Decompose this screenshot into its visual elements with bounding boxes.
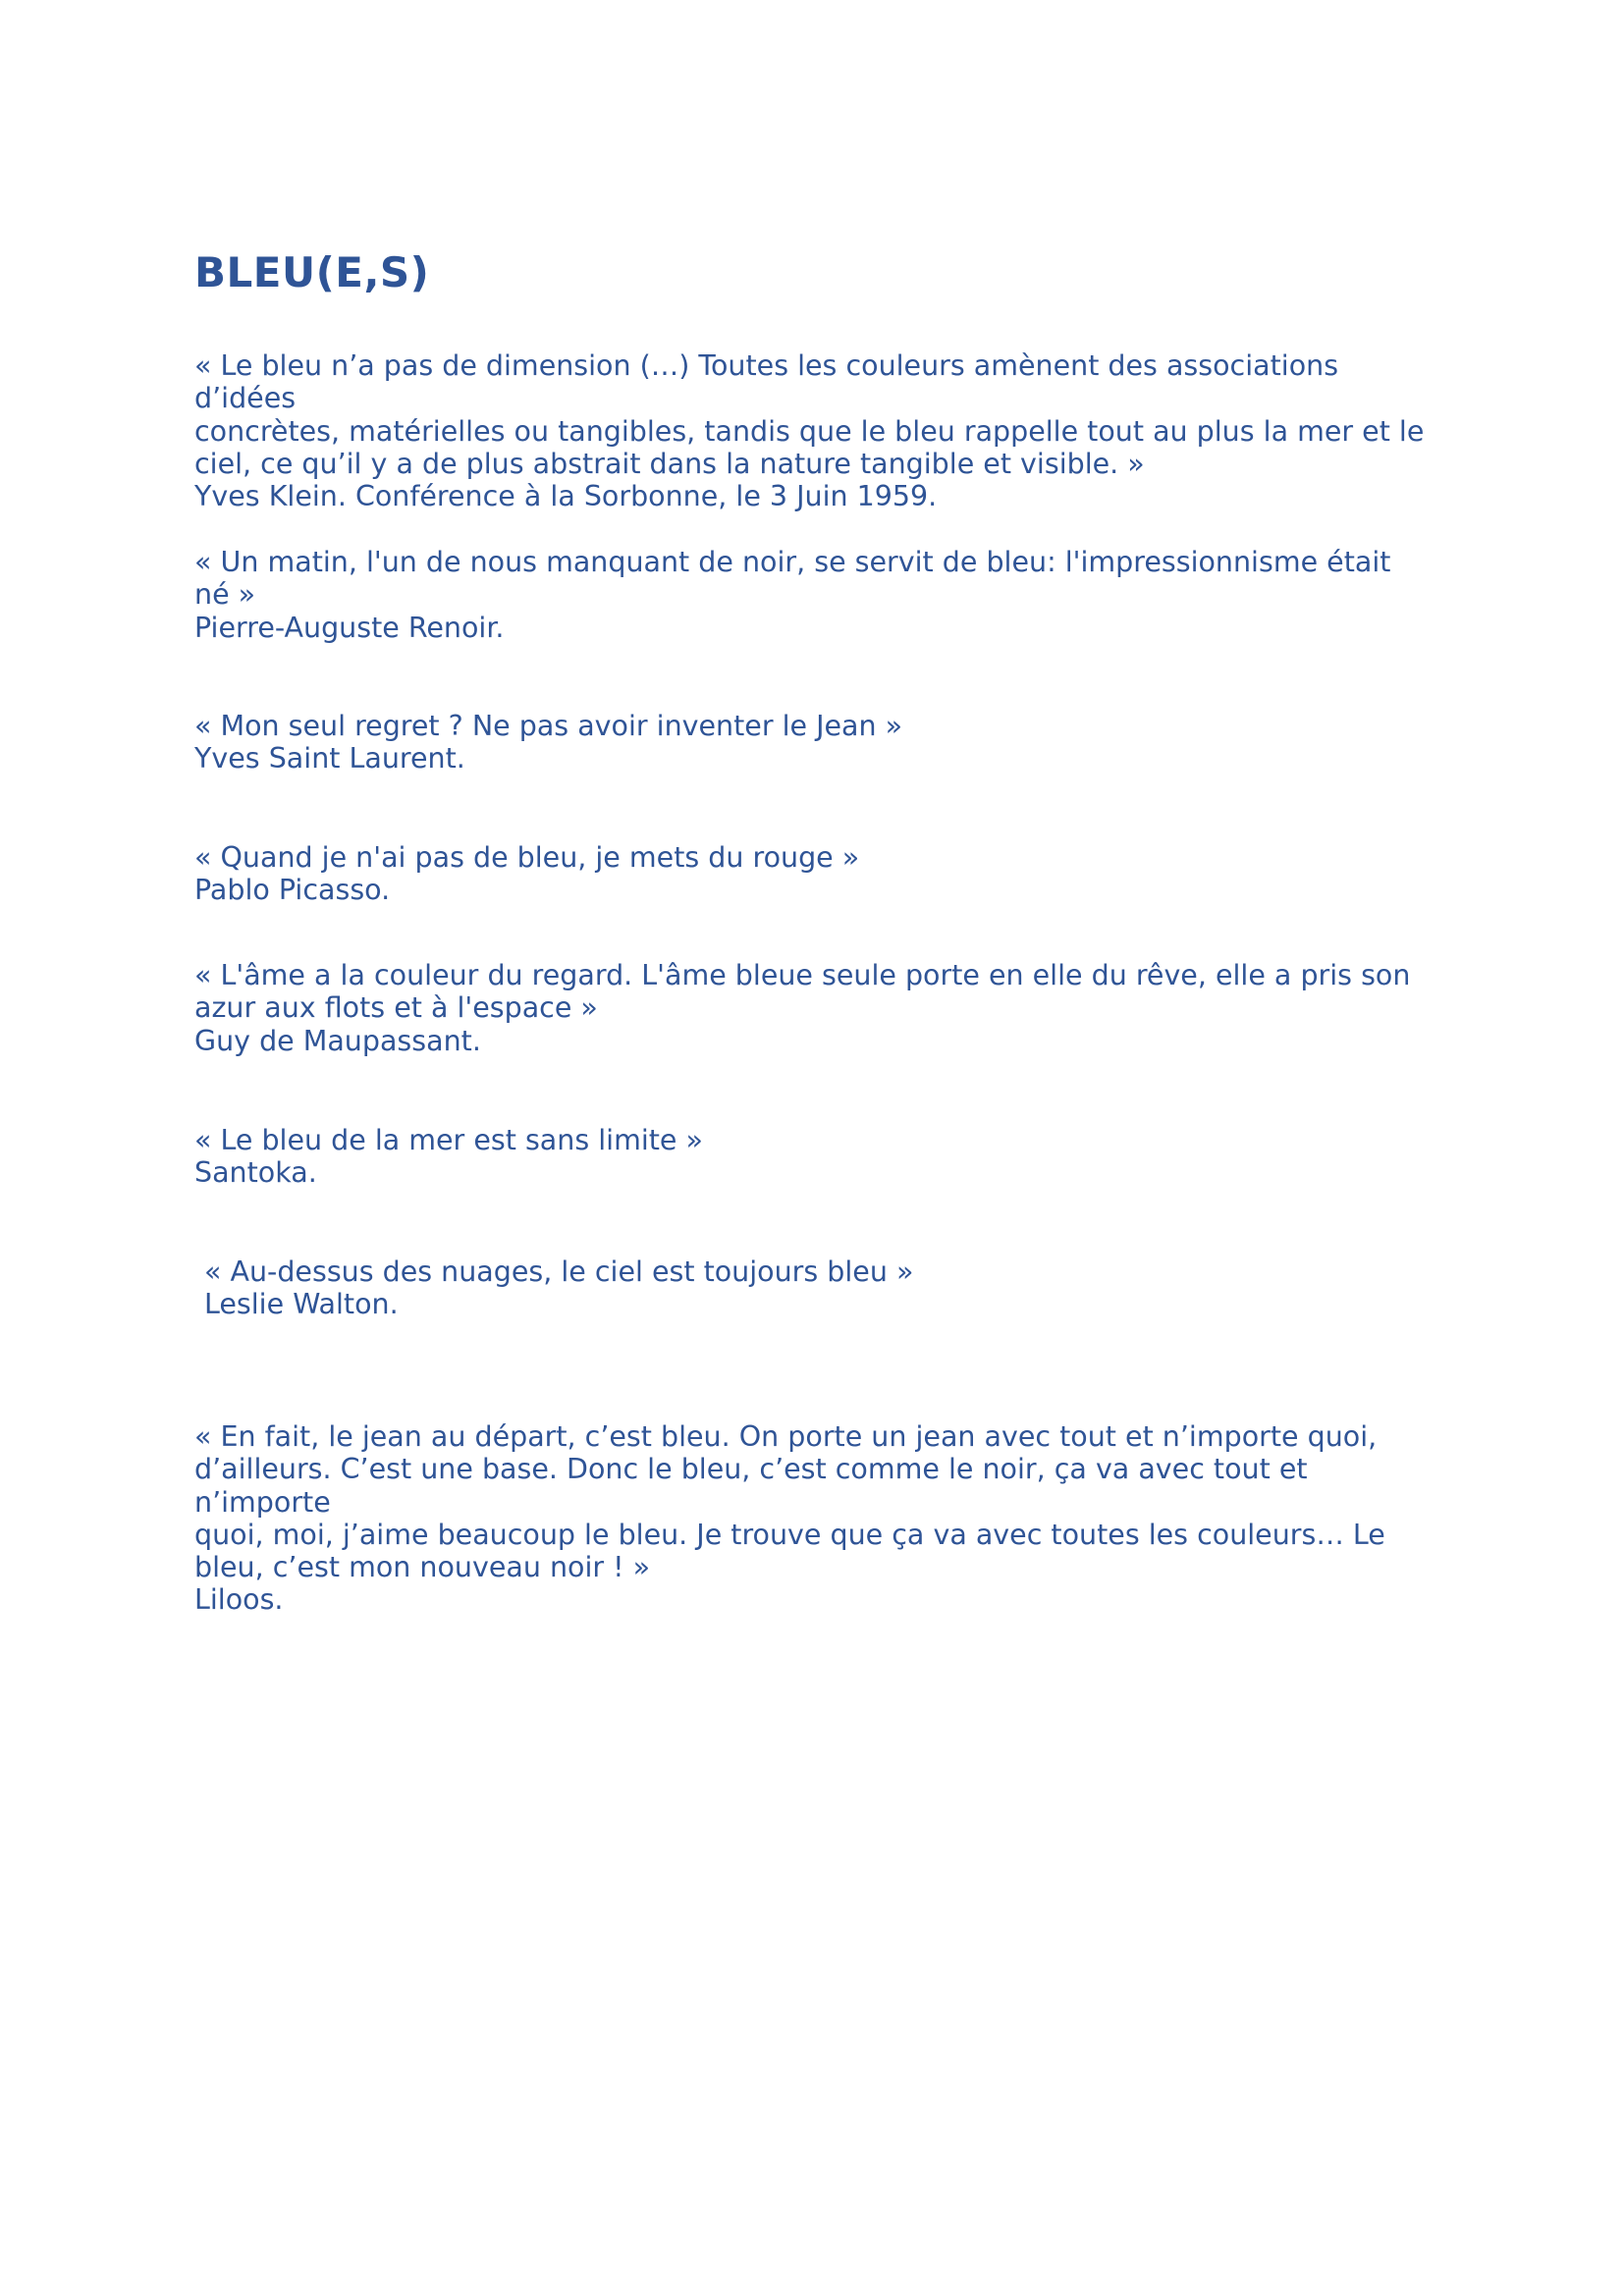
quote-block-walton — [204, 1255, 1441, 1321]
quote-author: Liloos. — [194, 1583, 284, 1617]
page-title: BLEU(E,S) — [194, 248, 430, 296]
quote-author: Pierre-Auguste Renoir. — [194, 611, 505, 644]
quote-block-maupassant — [194, 959, 1432, 1057]
quote-text: « En fait, le jean au départ, c’est bleu. On porte un jean avec tout et n’importe quoi, d’ailleurs. C’est une base. Donc le bleu, c’est comme le noir, ça va avec tout et n’importe quoi, moi, j’aime beaucoup le bleu. Je trouve que ça va avec toutes les couleurs… Le bleu, c’est mon nouveau noir ! » — [194, 1420, 1385, 1584]
quote-author: Pablo Picasso. — [194, 874, 391, 907]
quote-block-santoka — [194, 1124, 1432, 1190]
quote-text: « Mon seul regret ? Ne pas avoir inventer le Jean » — [194, 710, 903, 742]
quote-author: Yves Saint Laurent. — [194, 742, 465, 775]
quote-text: « Le bleu n’a pas de dimension (…) Toutes les couleurs amènent des associations d’idées concrètes, matérielles ou tangibles, tandis que le bleu rappelle tout au plus la mer et le ciel, ce qu’il y a de plus abstrait dans la nature tangible et visible. » — [194, 349, 1425, 480]
quote-text: « Le bleu de la mer est sans limite » — [194, 1124, 703, 1156]
quote-text: « Au-dessus des nuages, le ciel est toujours bleu » — [204, 1255, 914, 1288]
quote-block-liloos — [194, 1420, 1432, 1617]
quote-text: « Quand je n'ai pas de bleu, je mets du rouge » — [194, 841, 860, 874]
quote-text: « L'âme a la couleur du regard. L'âme bleue seule porte en elle du rêve, elle a pris son azur aux flots et à l'espace » — [194, 959, 1411, 1025]
quote-block-picasso — [194, 841, 1432, 907]
quote-author: Guy de Maupassant. — [194, 1024, 481, 1057]
quote-author: Santoka. — [194, 1156, 317, 1190]
quote-text: « Un matin, l'un de nous manquant de noir, se servit de bleu: l'impressionnisme était né » — [194, 546, 1391, 612]
quote-block-klein — [194, 349, 1432, 512]
quote-author: Leslie Walton. — [204, 1288, 399, 1321]
quote-block-renoir — [194, 546, 1432, 644]
quote-author: Yves Klein. Conférence à la Sorbonne, le 3 Juin 1959. — [194, 480, 938, 513]
quote-block-saint-laurent — [194, 710, 1432, 775]
